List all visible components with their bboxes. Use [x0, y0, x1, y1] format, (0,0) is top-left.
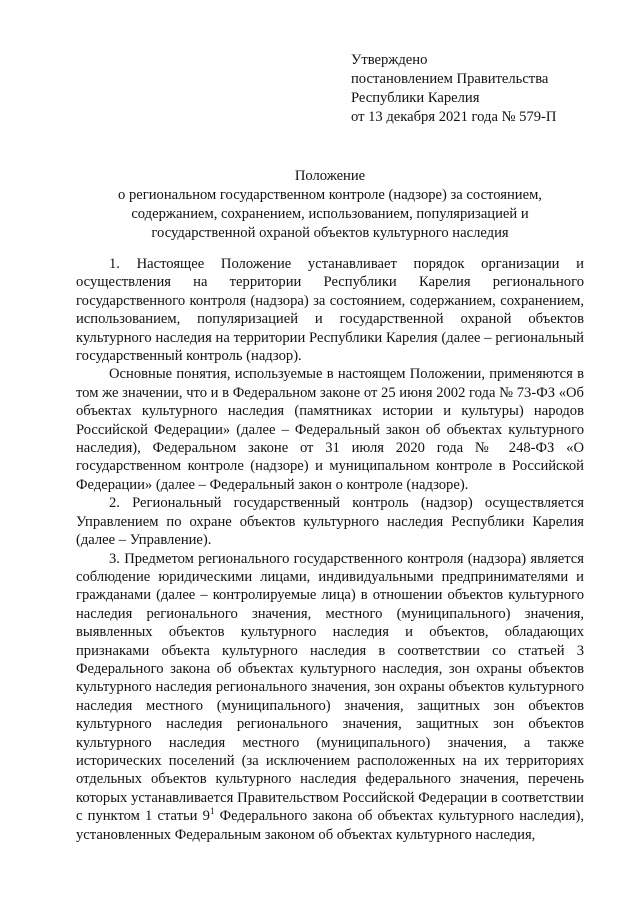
approval-line: постановлением Правительства [351, 71, 549, 87]
title-heading: Положение [294, 168, 366, 184]
paragraph-4 [76, 550, 584, 845]
document-body [76, 255, 584, 844]
approval-line: Утверждено [351, 52, 428, 68]
paragraph-2: Основные понятия, используемые в настоящем Положении, применяются в том же значении, что и в Федеральном законе от 25 июня 2002 года № 73-ФЗ «Об объектах культурного наследия (памятниках истории и культуры) народов Российской Федерации» (далее – Федеральный закон об объектах культурного наследия), Федеральном законе от 31 июля 2020 года № 248-ФЗ «О государственном контроле (надзоре) и муниципальном контроле в Российской Федерации» (далее – Федеральный закон о контроле (надзоре). [76, 366, 584, 493]
document-title [76, 167, 584, 243]
approval-stamp [351, 51, 611, 127]
paragraph-1: 1. Настоящее Положение устанавливает порядок организации и осуществления на территории Республики Карелия регионального государственного контроля (надзора) за состоянием, содержанием, сохранением, использованием, популяризацией и государственной охраной объектов культурного наследия на территории Республики Карелия (далее – региональный государственный контроль (надзор). [76, 256, 584, 365]
title-line: государственной охраной объектов культурного наследия [151, 225, 509, 241]
paragraph-4-text: 3. Предметом регионального государственного контроля (надзора) является соблюдение юридическими лицами, индивидуальными предпринимателями и гражданами (далее – контролируемые лица) в отношении объектов культурного наследия регионального значения, местного (муниципального) значения, выявленных объектов культурного наследия и объектов, обладающих признаками объекта культурного наследия в соответствии со статьей 3 Федерального закона об объектах культурного наследия, зон охраны объектов культурного наследия регионального значения, зон охраны объектов культурного наследия местного (муниципального) значения, защитных зон объектов культурного наследия регионального значения, защитных зон объектов культурного наследия местного (муниципального) значения, а также исторических поселений (за исключением расположенных на их территориях отдельных объектов культурного наследия федерального значения, перечень которых устанавливается Правительством Российской Федерации в соответствии с пунктом 1 статьи 9 [76, 550, 584, 825]
superscript-number: 1 [209, 806, 215, 817]
paragraph-3: 2. Региональный государственный контроль (надзор) осуществляется Управлением по охране объектов культурного наследия Республики Карелия (далее – Управление). [76, 495, 584, 549]
approval-line: Республики Карелия [351, 90, 480, 106]
paragraph-4-continuation: Федерального закона об объектах культурного наследия), установленных Федеральным законом об объектах культурного наследия, [76, 808, 584, 843]
title-line: о региональном государственном контроле (надзоре) за состоянием, [118, 187, 542, 203]
title-line: содержанием, сохранением, использованием, популяризацией и [131, 206, 529, 222]
approval-date-line: от 13 декабря 2021 года № 579-П [351, 109, 557, 125]
